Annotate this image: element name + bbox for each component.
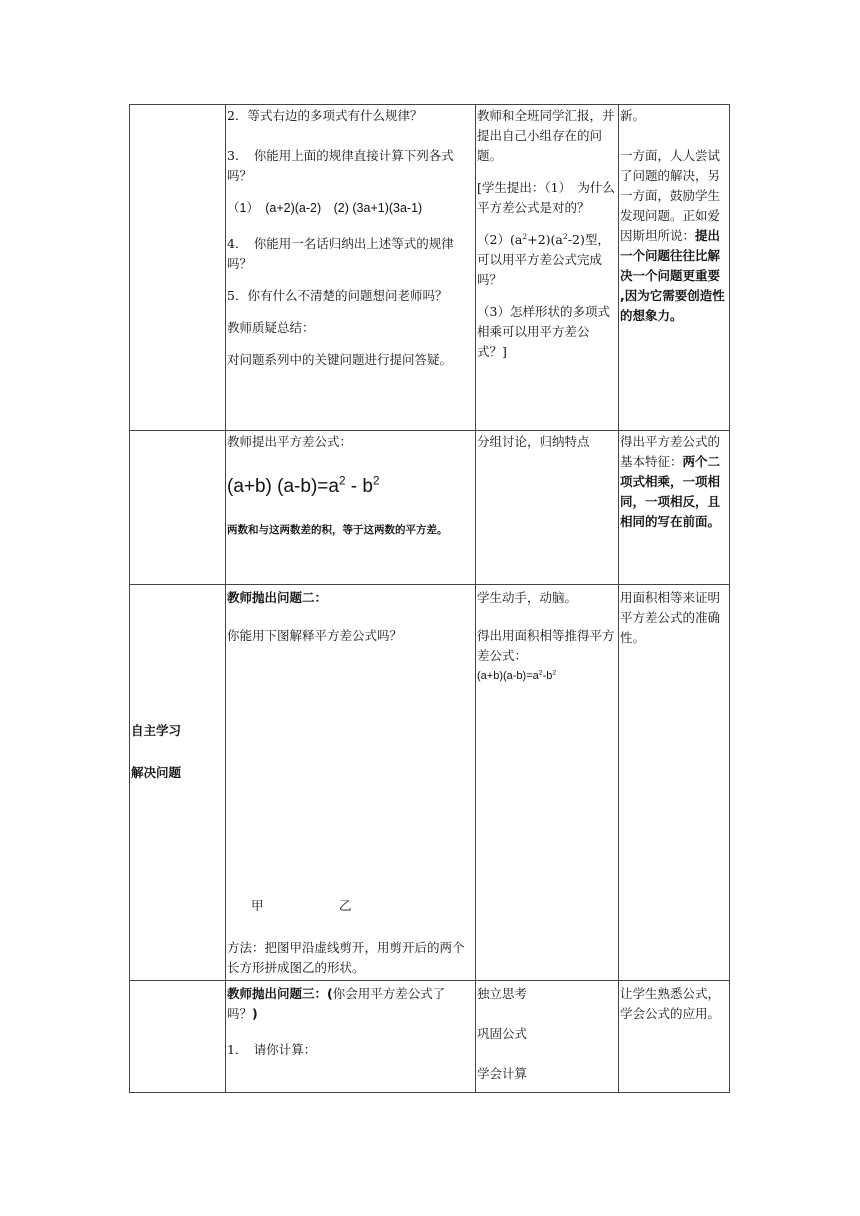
compute-item-1: 1． 请你计算： <box>227 1042 317 1057</box>
cut-method: 方法：把图甲沿虚线剪开，用剪开后的两个长方形拼成图乙的形状。 <box>227 940 465 975</box>
col-border-left <box>129 104 130 1093</box>
student-report: 教师和全班同学汇报，并提出自己小组存在的问题。 <box>477 108 615 163</box>
student-question-2: $(2)(a^2+2)(a^2-2)$型，可以用平方差公式完成吗？ <box>477 231 610 287</box>
formula-features: 得出平方差公式的基本特征：两个二项式相乘，一项相同，一项相反，且相同的写在前面。 <box>620 434 721 529</box>
consolidate-formula: 巩固公式 <box>477 1026 528 1041</box>
col-border-right <box>729 104 730 1093</box>
learn-calculation: 学会计算 <box>477 1066 528 1081</box>
intent-fragment: 新。 <box>620 108 646 123</box>
row2-design-intent <box>620 432 728 532</box>
row3-design-intent <box>620 588 728 648</box>
row-divider-1 <box>129 430 730 431</box>
problem-2-question: 你能用下图解释平方差公式吗？ <box>227 628 403 643</box>
hands-on: 学生动手，动脑。 <box>477 590 578 605</box>
teacher-summary-text: 对问题系列中的关键问题进行提问答疑。 <box>227 352 453 367</box>
student-question-3: （3）怎样形状的多项式相乘可以用平方差公式？] <box>477 304 610 359</box>
application-intent: 让学生熟悉公式，学会公式的应用。 <box>620 986 721 1021</box>
stage-label-line2: 解决问题 <box>131 765 182 780</box>
row-divider-3 <box>129 980 730 981</box>
row3-teacher-problem <box>227 588 473 978</box>
row1-design-intent <box>620 106 728 326</box>
problem-3-heading: 教师抛出问题三：(你会用平方差公式了吗？) <box>227 986 446 1021</box>
area-proof-intent: 用面积相等来证明平方差公式的准确性。 <box>620 590 721 645</box>
figure-label-yi: 乙 <box>339 898 352 913</box>
row1-student-activity <box>477 106 617 362</box>
row2-teacher-formula <box>227 432 473 540</box>
table-border-bottom <box>129 1092 730 1093</box>
student-question-1: [学生提出：（1） 为什么平方差公式是对的？ <box>477 180 615 215</box>
question-3-items: （1） (a+2)(a-2) (2) (3a+1)(3a-1) <box>227 201 423 215</box>
question-2: 2．等式右边的多项式有什么规律？ <box>227 108 423 123</box>
question-4: 4． 你能用一名话归纳出上述等式的规律吗？ <box>227 236 454 271</box>
area-derivation: 得出用面积相等推得平方差公式： <box>477 628 615 663</box>
teacher-summary-label: 教师质疑总结： <box>227 320 315 335</box>
col-divider-3 <box>618 104 619 1093</box>
intent-text: 一方面，人人尝试了问题的解决，另一方面，鼓励学生发现问题。正如爱因斯坦所说：提出一个问题往往比解决一个问题更重要 ,因为它需要创造性的想象力。 <box>620 148 725 323</box>
row4-teacher-problem <box>227 984 473 1060</box>
row2-student-activity <box>477 432 617 452</box>
row4-student-activity <box>477 984 617 1084</box>
row3-student-activity <box>477 588 617 686</box>
col-divider-2 <box>475 104 476 1093</box>
row4-design-intent <box>620 984 728 1024</box>
table-border-top <box>129 104 730 105</box>
row1-teacher-questions <box>227 106 473 370</box>
difference-of-squares-formula: (a+b) $(a-b)=a^2 - b^2$ <box>227 474 380 497</box>
lesson-plan-table <box>129 104 730 1093</box>
figure-label-jia: 甲 <box>251 898 264 913</box>
row-divider-2 <box>129 584 730 585</box>
independent-thinking: 独立思考 <box>477 986 528 1001</box>
question-3: 3． 你能用上面的规律直接计算下列各式吗？ <box>227 148 454 183</box>
stage-label-line1: 自主学习 <box>131 723 182 738</box>
stage-label <box>131 721 223 783</box>
group-discussion: 分组讨论，归纳特点 <box>477 434 590 449</box>
formula-statement: 两数和与这两数差的积，等于这两数的平方差。 <box>227 524 448 536</box>
problem-2-heading: 教师抛出问题二： <box>227 590 328 605</box>
question-5: 5．你有什么不清楚的问题想问老师吗？ <box>227 288 448 303</box>
area-formula: $(a+b)(a-b)=a^2-b^2$ <box>477 669 557 682</box>
formula-intro: 教师提出平方差公式： <box>227 434 353 449</box>
col-divider-1 <box>225 104 226 1093</box>
